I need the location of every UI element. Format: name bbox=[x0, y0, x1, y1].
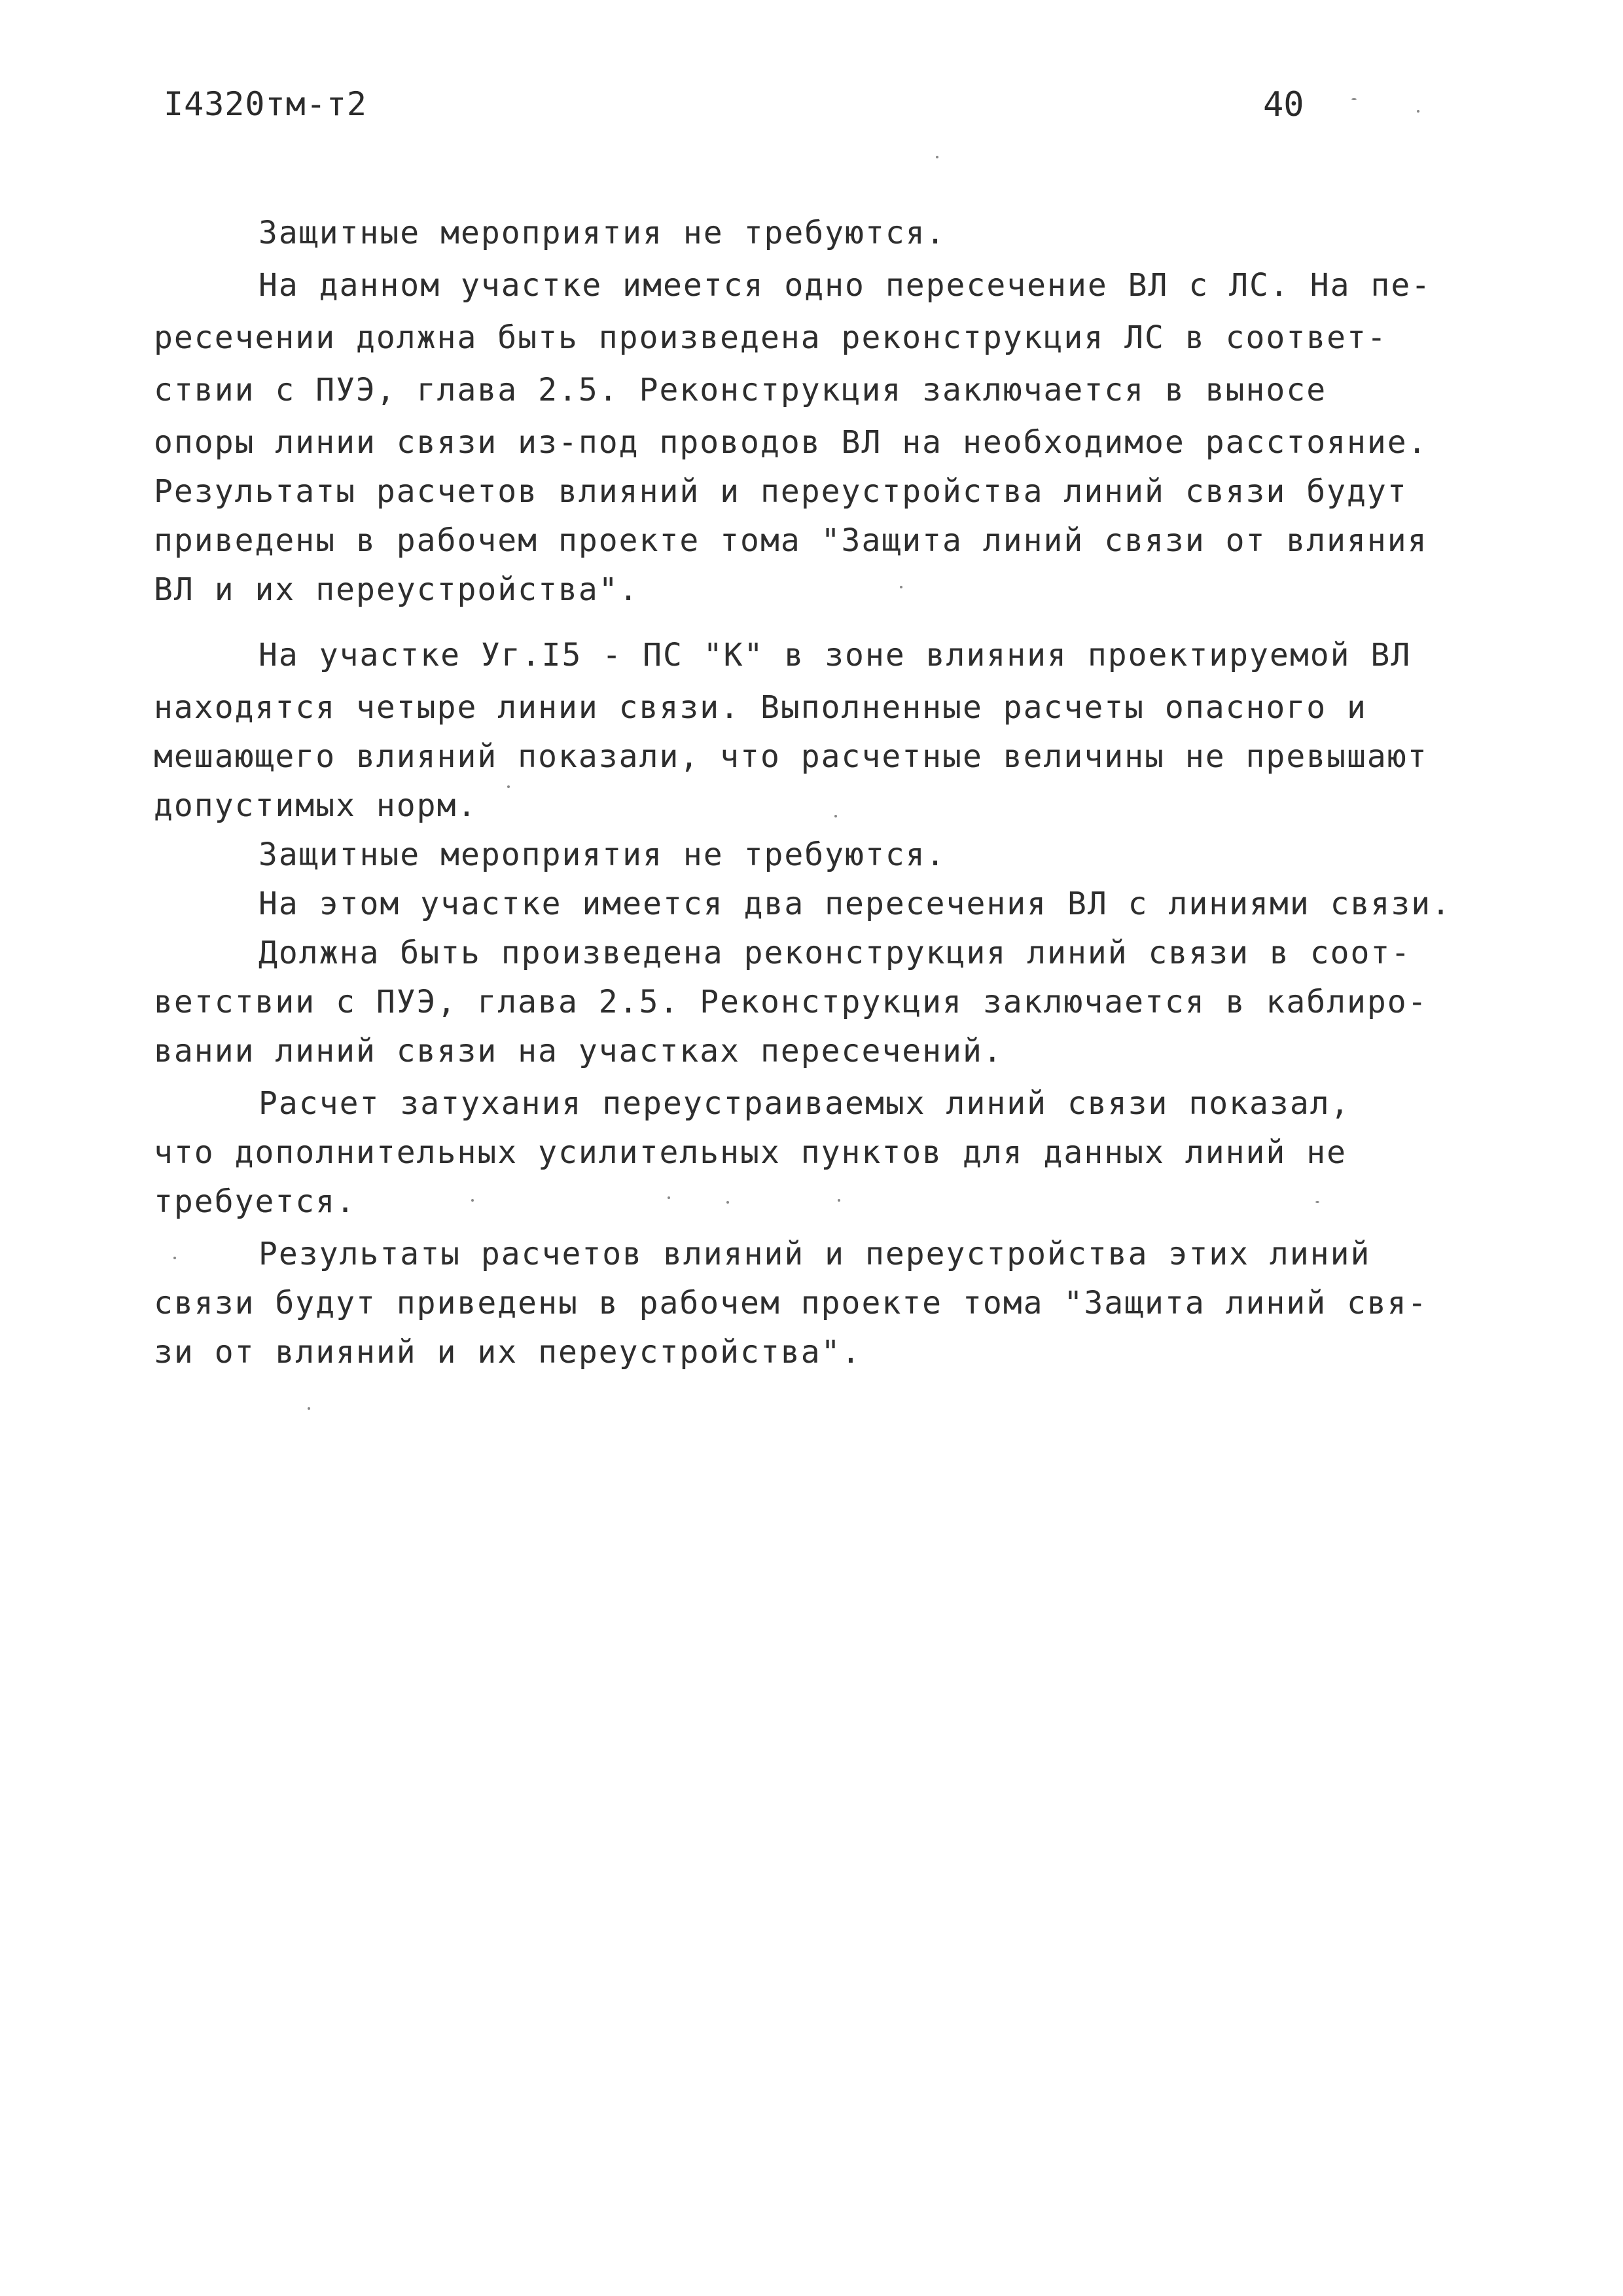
text-line: На данном участке имеется одно пересечение ВЛ с ЛС. На пе- bbox=[259, 267, 1432, 304]
text-line: мешающего влияний показали, что расчетные величины не превышают bbox=[154, 738, 1428, 775]
text-line: Должна быть произведена реконструкция линий связи в соот- bbox=[259, 935, 1412, 971]
text-line: Защитные мероприятия не требуются. bbox=[259, 215, 946, 251]
text-line: вании линий связи на участках пересечений. bbox=[154, 1033, 1003, 1069]
scan-speck bbox=[900, 586, 902, 588]
text-line: На участке Уг.I5 - ПС "К" в зоне влияния проектируемой ВЛ bbox=[259, 637, 1412, 673]
text-line: Результаты расчетов влияний и переустройства линий связи будут bbox=[154, 473, 1408, 510]
text-line: связи будут приведены в рабочем проекте тома "Защита линий свя- bbox=[154, 1285, 1428, 1321]
text-line: ресечении должна быть произведена реконструкция ЛС в соответ- bbox=[154, 319, 1387, 356]
scan-speck bbox=[936, 156, 938, 158]
document-code: I4320тм-т2 bbox=[164, 85, 368, 123]
text-line: опоры линии связи из-под проводов ВЛ на необходимое расстояние. bbox=[154, 424, 1428, 461]
text-line: что дополнительных усилительных пунктов для данных линий не bbox=[154, 1134, 1347, 1171]
text-line: приведены в рабочем проекте тома "Защита линий связи от влияния bbox=[154, 522, 1428, 559]
scan-speck bbox=[1315, 1201, 1319, 1203]
text-line: Защитные мероприятия не требуются. bbox=[259, 836, 946, 873]
scan-speck bbox=[834, 815, 837, 817]
text-line: допустимых норм. bbox=[154, 787, 478, 824]
scan-speck bbox=[668, 1196, 670, 1199]
page-number: 40 bbox=[1263, 85, 1304, 124]
scan-speck bbox=[308, 1407, 310, 1410]
text-line: требуется. bbox=[154, 1183, 356, 1220]
text-line: ствии с ПУЭ, глава 2.5. Реконструкция заключается в выносе bbox=[154, 372, 1327, 408]
text-line: Результаты расчетов влияний и переустройства этих линий bbox=[259, 1236, 1371, 1272]
scan-speck bbox=[726, 1201, 729, 1204]
scan-speck bbox=[471, 1199, 474, 1202]
scan-speck bbox=[838, 1199, 840, 1202]
scan-speck bbox=[507, 785, 510, 788]
scan-speck bbox=[173, 1257, 176, 1259]
scan-speck bbox=[1351, 98, 1357, 100]
text-line: ветствии с ПУЭ, глава 2.5. Реконструкция заключается в каблиро- bbox=[154, 984, 1428, 1020]
text-line: На этом участке имеется два пересечения ВЛ с линиями связи. bbox=[259, 886, 1452, 922]
text-line: находятся четыре линии связи. Выполненные расчеты опасного и bbox=[154, 689, 1367, 726]
text-line: ВЛ и их переустройства". bbox=[154, 571, 639, 608]
scan-speck bbox=[1417, 110, 1419, 113]
text-line: Расчет затухания переустраиваемых линий связи показал, bbox=[259, 1085, 1351, 1122]
text-line: зи от влияний и их переустройства". bbox=[154, 1334, 862, 1371]
